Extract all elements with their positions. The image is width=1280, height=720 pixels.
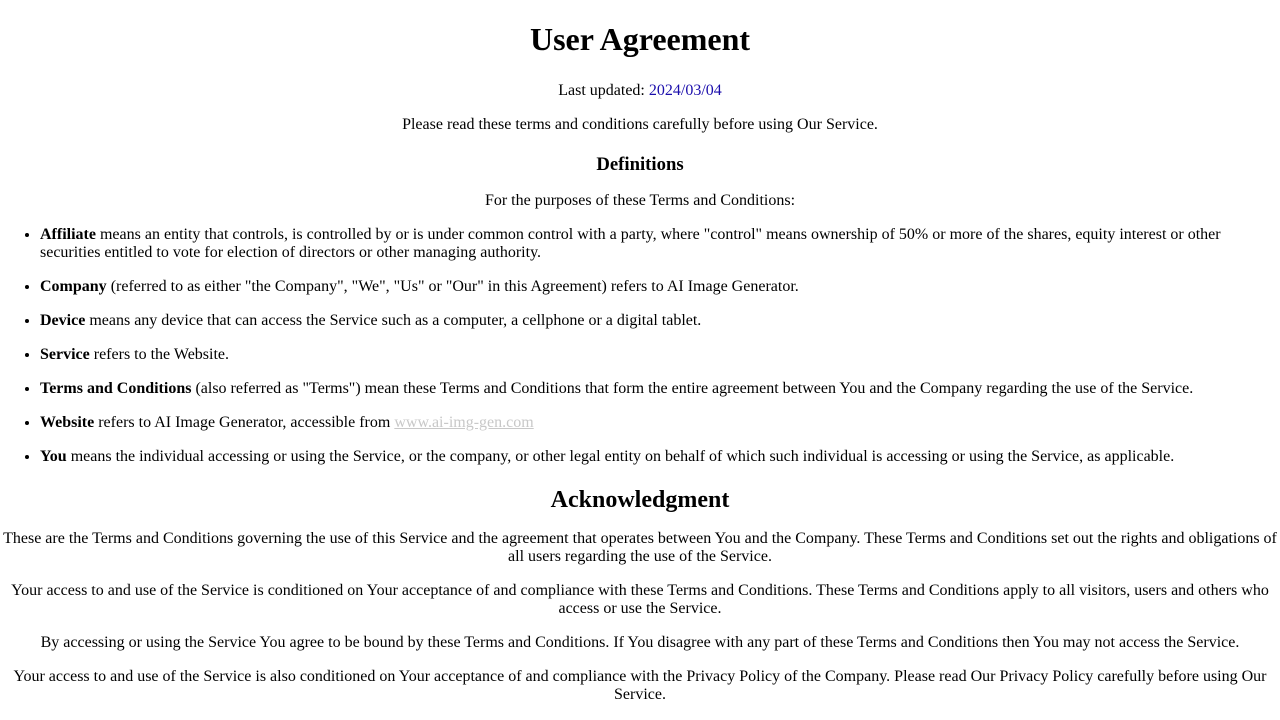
definitions-heading: Definitions bbox=[596, 154, 684, 175]
definition-item-you bbox=[40, 448, 1230, 466]
definitions-intro: For the purposes of these Terms and Conditions: bbox=[484, 192, 796, 209]
definition-term: Affiliate bbox=[40, 226, 96, 243]
definition-term: You bbox=[40, 448, 67, 465]
definition-term: Service bbox=[40, 346, 90, 363]
definition-text: refers to AI Image Generator, accessible from bbox=[94, 414, 395, 431]
definition-item-website bbox=[40, 414, 1230, 432]
definition-item-service bbox=[40, 346, 1230, 364]
definition-term: Company bbox=[40, 278, 107, 295]
last-updated-label: Last updated: bbox=[558, 82, 645, 99]
intro-text: Please read these terms and conditions carefully before using Our Service. bbox=[402, 116, 878, 133]
website-link[interactable]: www.ai-img-gen.com bbox=[394, 414, 534, 431]
acknowledgment-heading: Acknowledgment bbox=[550, 487, 730, 513]
acknowledgment-paragraph: Your access to and use of the Service is also conditioned on Your acceptance of and compliance with the Privacy Policy of the Company. Please read Our Privacy Policy carefully before using Our Service. bbox=[13, 668, 1267, 703]
definition-item-terms bbox=[40, 380, 1230, 398]
definitions-list bbox=[0, 226, 1280, 466]
definition-text: refers to the Website. bbox=[89, 346, 230, 363]
definition-term: Terms and Conditions bbox=[40, 380, 192, 397]
definition-term: Device bbox=[40, 312, 86, 329]
definition-item-device bbox=[40, 312, 1230, 330]
acknowledgment-paragraph: These are the Terms and Conditions governing the use of this Service and the agreement that operates between You and the Company. These Terms and Conditions set out the rights and obligations of all users regarding the use of the Service. bbox=[3, 530, 1277, 565]
definition-text: means an entity that controls, is controlled by or is under common control with a party, where "control" means ownership of 50% or more of the shares, equity interest or other securities entitled to vote for election of directors or other managing authority. bbox=[40, 226, 1221, 261]
acknowledgment-section bbox=[0, 530, 1280, 704]
acknowledgment-paragraph: Your access to and use of the Service is conditioned on Your acceptance of and compliance with these Terms and Conditions. These Terms and Conditions apply to all visitors, users and others who access or use the Service. bbox=[11, 582, 1269, 617]
definition-text: means any device that can access the Service such as a computer, a cellphone or a digital tablet. bbox=[85, 312, 702, 329]
definition-text: means the individual accessing or using the Service, or the company, or other legal entity on behalf of which such individual is accessing or using the Service, as applicable. bbox=[66, 448, 1175, 465]
acknowledgment-paragraph: By accessing or using the Service You agree to be bound by these Terms and Conditions. If You disagree with any part of these Terms and Conditions then You may not access the Service. bbox=[40, 634, 1240, 651]
definition-text: (referred to as either "the Company", "We", "Us" or "Our" in this Agreement) refers to AI Image Generator. bbox=[106, 278, 799, 295]
definition-item-company bbox=[40, 278, 1230, 296]
page-title: User Agreement bbox=[529, 21, 751, 57]
definition-text: (also referred as "Terms") mean these Terms and Conditions that form the entire agreement between You and the Company regarding the use of the Service. bbox=[191, 380, 1194, 397]
last-updated bbox=[0, 82, 1280, 100]
last-updated-date: 2024/03/04 bbox=[648, 82, 722, 99]
definition-term: Website bbox=[40, 414, 95, 431]
definition-item-affiliate bbox=[40, 226, 1230, 262]
